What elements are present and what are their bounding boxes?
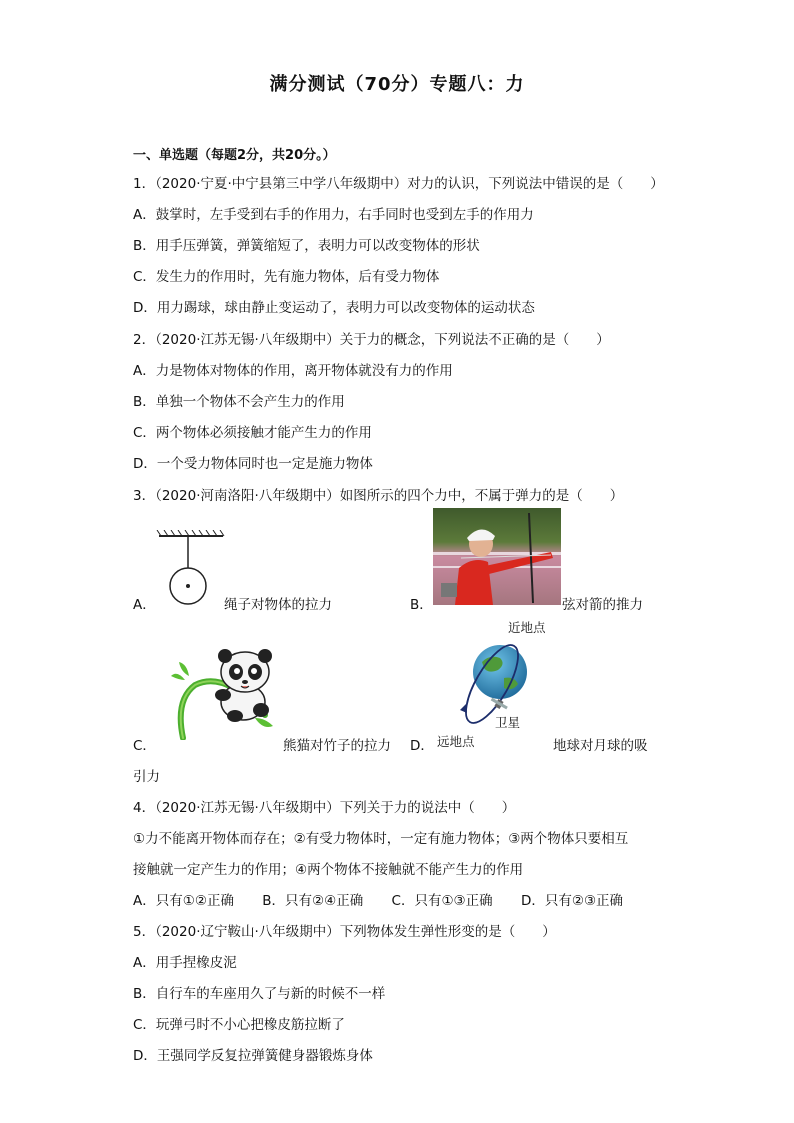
q2-option-c: C．两个物体必须接触才能产生力的作用 [133,425,372,441]
page-title: 满分测试（70分）专题八：力 [269,74,525,95]
q4-option-a: A．只有①②正确 [133,893,234,909]
q3-option-d-text-continued: 引力 [133,769,160,785]
q4-statement-line-2: 接触就一定产生力的作用；④两个物体不接触就不能产生力的作用 [133,862,524,878]
q2-stem: 2．（2020·江苏无锡·八年级期中）关于力的概念，下列说法不正确的是（ ） [133,332,610,348]
q4-options [133,889,647,909]
far-earth-point-label: 远地点 [437,734,475,749]
q1-option-d: D．用力踢球，球由静止变运动了，表明力可以改变物体的运动状态 [133,300,535,316]
q1-option-b: B．用手压弹簧，弹簧缩短了，表明力可以改变物体的形状 [133,238,480,254]
q3-option-b-letter: B． [410,597,433,613]
q4-option-c: C．只有①③正确 [391,893,493,909]
q2-option-b: B．单独一个物体不会产生力的作用 [133,394,345,410]
q2-option-d: D．一个受力物体同时也一定是施力物体 [133,456,373,472]
hanging-ball-figure [155,530,225,610]
archer-photo [433,508,561,605]
q3-option-d-text: 地球对月球的吸 [553,738,648,754]
q5-stem: 5．（2020·辽宁鞍山·八年级期中）下列物体发生弹性形变的是（ ） [133,924,556,940]
earth-orbit-figure [440,634,540,734]
q5-option-d: D．王强同学反复拉弹簧健身器锻炼身体 [133,1048,373,1064]
q5-option-c: C．玩弹弓时不小心把橡皮筋拉断了 [133,1017,345,1033]
q4-statement-line-1: ①力不能离开物体而存在；②有受力物体时，一定有施力物体；③两个物体只要相互 [133,831,629,847]
q4-option-b: B．只有②④正确 [262,893,364,909]
near-earth-point-label: 近地点 [508,620,546,635]
q4-option-d: D．只有②③正确 [520,893,624,909]
q3-option-a-text: 绳子对物体的拉力 [224,597,332,613]
q4-stem: 4．（2020·江苏无锡·八年级期中）下列关于力的说法中（ ） [133,800,516,816]
q3-stem: 3．（2020·河南洛阳·八年级期中）如图所示的四个力中，不属于弹力的是（ ） [133,488,624,504]
q3-option-c-text: 熊猫对竹子的拉力 [283,738,391,754]
satellite-label: 卫星 [495,715,521,730]
q3-option-b-text: 弦对箭的推力 [562,597,643,613]
q5-option-b: B．自行车的车座用久了与新的时候不一样 [133,986,386,1002]
q2-option-a: A．力是物体对物体的作用，离开物体就没有力的作用 [133,363,453,379]
q1-stem: 1．（2020·宁夏·中宁县第三中学八年级期中）对力的认识，下列说法中错误的是（ ） [133,176,664,192]
section-heading: 一、单选题（每题2分，共20分。） [133,148,336,163]
panda-bamboo-figure [165,640,280,740]
q3-option-d-letter: D． [410,738,434,754]
q1-option-a: A．鼓掌时，左手受到右手的作用力，右手同时也受到左手的作用力 [133,207,534,223]
q5-option-a: A．用手捏橡皮泥 [133,955,237,971]
q3-option-c-letter: C． [133,738,156,754]
q3-option-a-letter: A． [133,597,156,613]
q1-option-c: C．发生力的作用时，先有施力物体，后有受力物体 [133,269,440,285]
